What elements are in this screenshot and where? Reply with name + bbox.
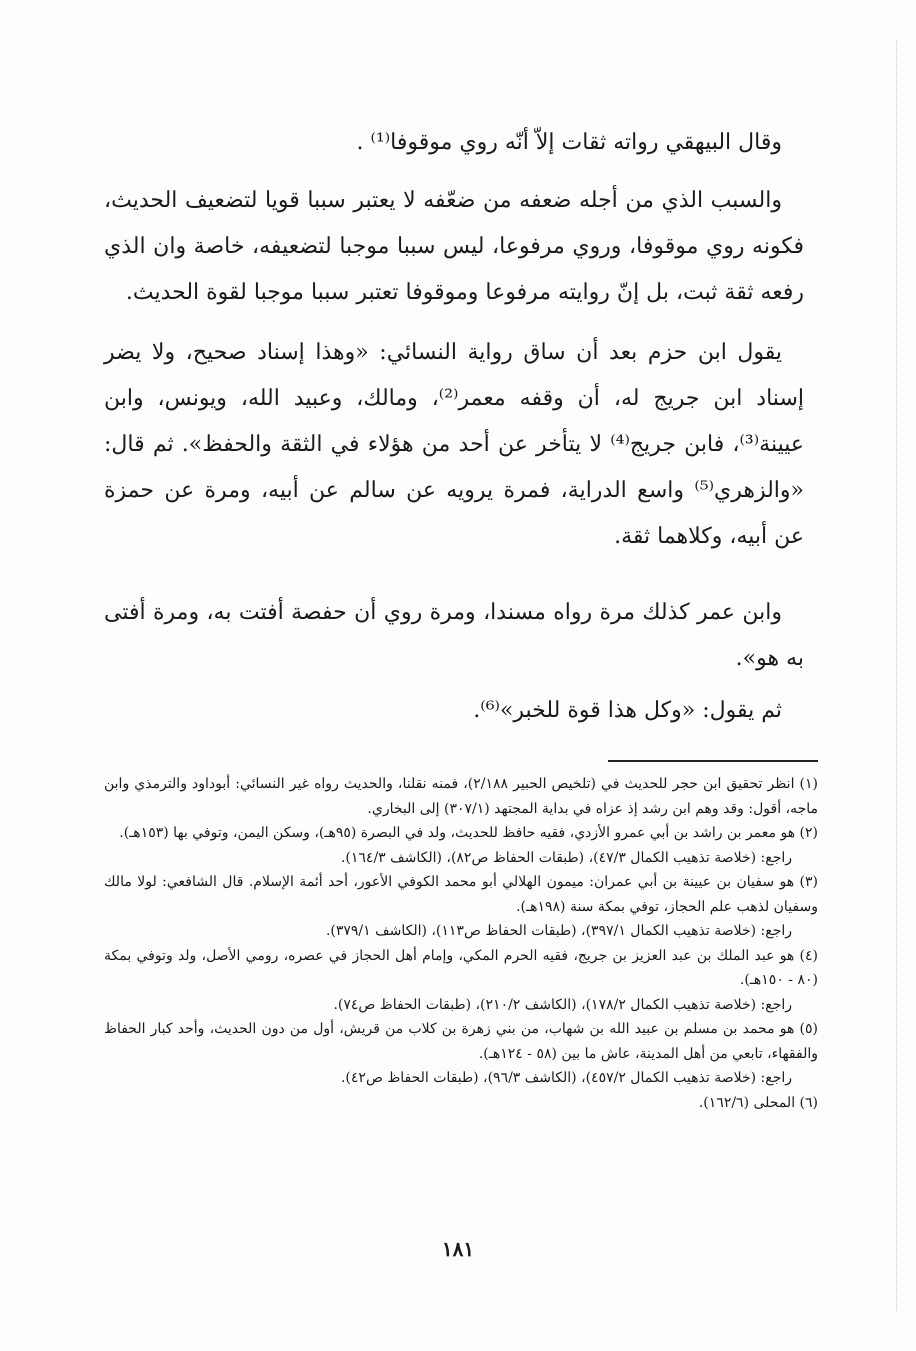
footnotes [104,772,818,1115]
footnote-1: (١) انظر تحقيق ابن حجر للحديث في (تلخيص الحبير ٢/١٨٨)، فمنه نقلنا، والحديث رواه غير النسائي: أبوداود والترمذي وابن ماجه، أقول: وقد وهم ابن رشد إذ عزاه في بداية المجتهد (٣٠٧/١) إلى البخاري. [104,776,819,817]
footnote-2: (٢) هو معمر بن راشد بن أبي عمرو الأزدي، فقيه حافظ للحديث، ولد في البصرة (٩٥هـ)، وسكن اليمن، وتوفي بها (١٥٣هـ). [119,825,818,841]
page-edge-dotted-line [896,40,897,1311]
paragraph-1: وقال البيهقي رواته ثقات إلاّ أنّه روي موقوفا⁽¹⁾ . [356,130,782,155]
footnote-4: (٤) هو عبد الملك بن عبد العزيز بن جريج، فقيه الحرم المكي، وإمام أهل الحجاز في عصره، رومي الأصل، ولد وتوفي بمكة (٨٠ - ١٥٠هـ). [104,947,818,988]
main-text [104,118,804,734]
footnote-3: (٣) هو سفيان بن عيينة بن أبي عمران: ميمون الهلالي أبو محمد الكوفي الأعور، أحد أئمة الإسلام. قال الشافعي: لولا مالك وسفيان لذهب علم الحجاز، توفي بمكة سنة (١٩٨هـ). [104,874,818,915]
paragraph-4: وابن عمر كذلك مرة رواه مسندا، ومرة روي أن حفصة أفتت به، ومرة أفتى به هو». [104,600,804,671]
paragraph-5: ثم يقول: «وكل هذا قوة للخبر»⁽⁶⁾. [473,698,782,723]
footnote-4-references: راجع: (خلاصة تذهيب الكمال ١٧٨/٢)، (الكاشف ٢١٠/٢)، (طبقات الحفاظ ص٧٤). [333,996,792,1013]
page-number: ١٨١ [441,1237,475,1261]
footnote-6: (٦) المحلى (١٦٢/٦). [698,1094,818,1111]
paragraph-3: يقول ابن حزم بعد أن ساق رواية النسائي: «وهذا إسناد صحيح، ولا يضر إسناد ابن جريج له، أن وقفه معمر⁽²⁾، ومالك، وعبيد الله، ويونس، وابن عيينة⁽³⁾، فابن جريج⁽⁴⁾ لا يتأخر عن أحد من هؤلاء في الثقة والحفظ». ثم قال: «والزهري⁽⁵⁾ واسع الدراية، فمرة يرويه عن سالم عن أبيه، ومرة عن حمزة عن أبيه، وكلاهما ثقة. [104,340,804,549]
footnote-2-references: راجع: (خلاصة تذهيب الكمال ٤٧/٣)، (طبقات الحفاظ ص٨٢)، (الكاشف ١٦٤/٣). [340,849,792,866]
footnote-5-references: راجع: (خلاصة تذهيب الكمال ٤٥٧/٢)، (الكاشف ٩٦/٣)، (طبقات الحفاظ ص٤٢). [340,1070,792,1086]
footnote-separator [608,760,818,762]
footnote-3-references: راجع: (خلاصة تذهيب الكمال ٣٩٧/١)، (طبقات الحفاظ ص١١٣)، (الكاشف ٣٧٩/١). [325,923,792,939]
footnote-5: (٥) هو محمد بن مسلم بن عبيد الله بن شهاب، من بني زهرة بن كلاب من قريش، أول من دون الحديث، وأحد كبار الحفاظ والفقهاء، تابعي من أهل المدينة، عاش ما بين (٥٨ - ١٢٤هـ). [104,1021,819,1062]
paragraph-2: والسبب الذي من أجله ضعفه من ضعّفه لا يعتبر سببا قويا لتضعيف الحديث، فكونه روي موقوفا، وروي مرفوعا، ليس سببا موجبا لتضعيفه، خاصة وان الذي رفعه ثقة ثبت، بل إنّ روايته مرفوعا وموقوفا تعتبر سببا موجبا لقوة الحديث. [104,188,804,305]
